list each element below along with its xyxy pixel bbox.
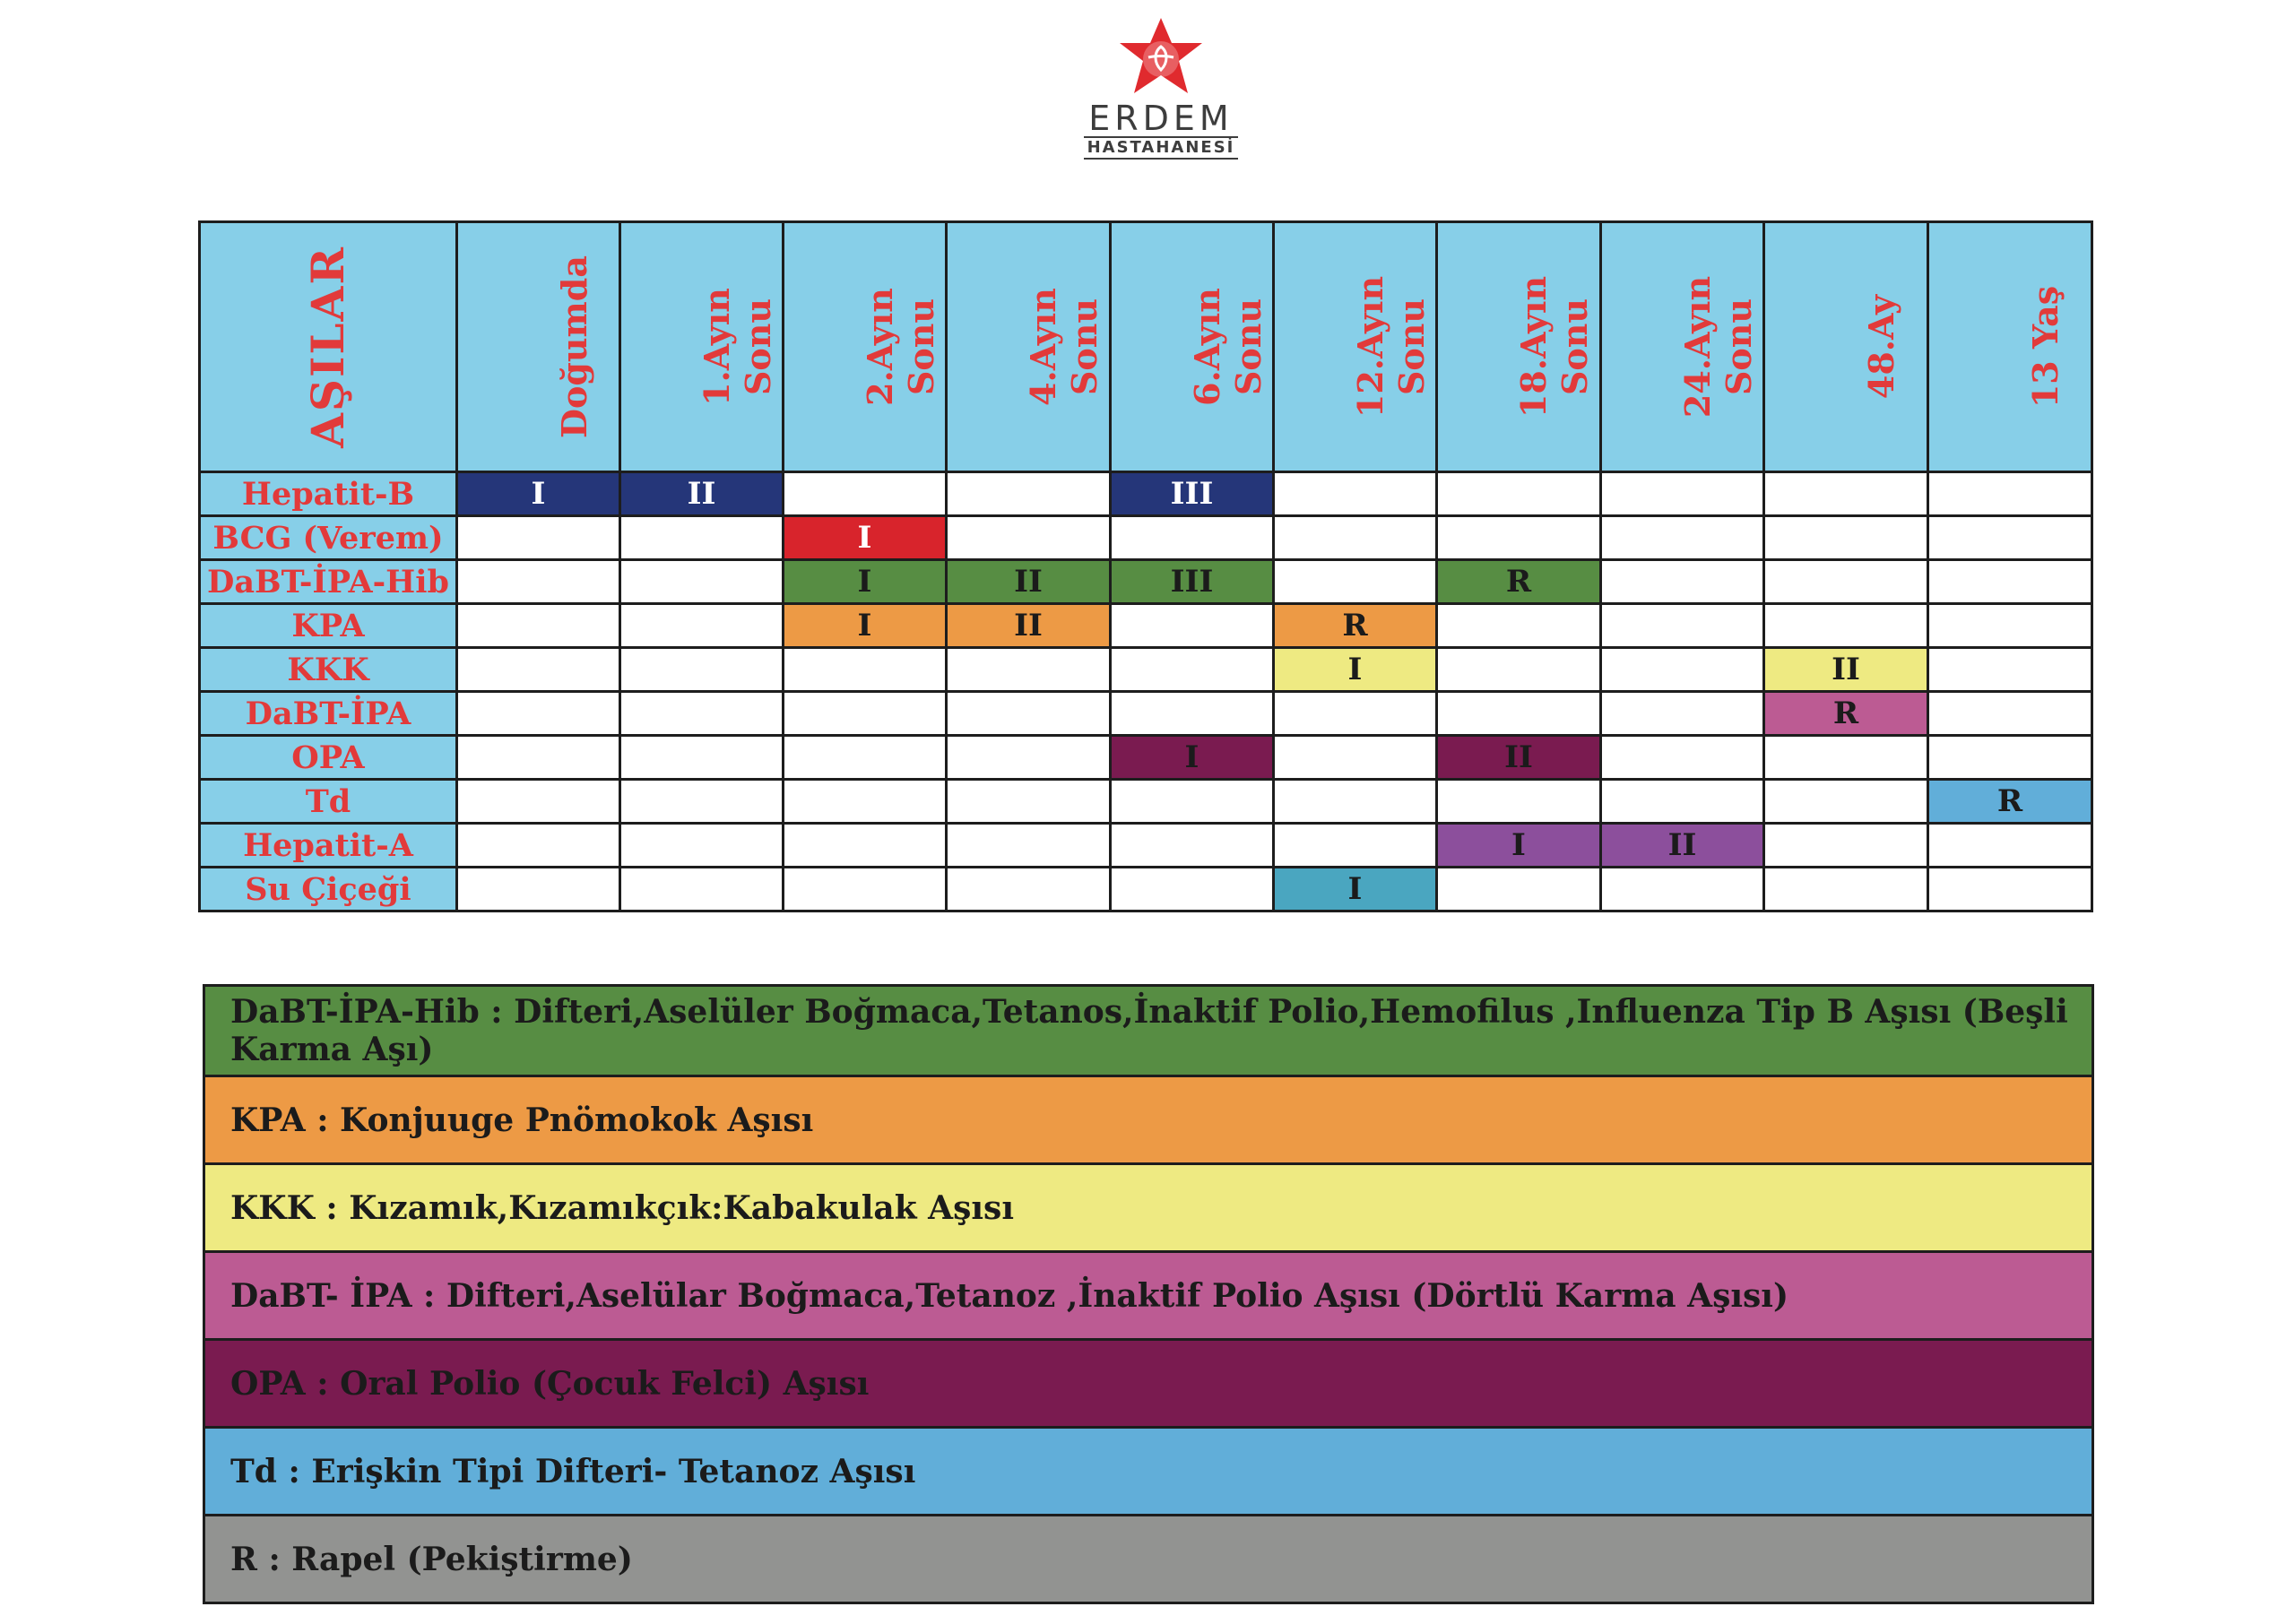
vaccine-name: Hepatit-B [200, 472, 457, 516]
header-column [620, 222, 784, 472]
dose-cell [1764, 868, 1928, 911]
dose-cell [1928, 472, 2092, 516]
dose-cell [1111, 692, 1274, 736]
dose-cell [1111, 648, 1274, 692]
dose-cell [620, 648, 784, 692]
dose-cell [1928, 648, 2092, 692]
table-row [200, 868, 2092, 911]
header-vaccines-label: AŞILAR [301, 246, 354, 448]
dose-cell: R [1437, 560, 1601, 604]
header-column-label: Doğumda [554, 255, 594, 438]
dose-cell [784, 692, 947, 736]
header-column [457, 222, 620, 472]
dose-cell [1111, 868, 1274, 911]
dose-cell: R [1274, 604, 1437, 648]
dose-cell: R [1764, 692, 1928, 736]
vaccine-name: KKK [200, 648, 457, 692]
dose-cell [784, 736, 947, 780]
dose-cell [620, 824, 784, 868]
dose-cell: II [947, 604, 1111, 648]
legend-item: KKK : Kızamık,Kızamıkçık:Kabakulak Aşısı [203, 1165, 2094, 1253]
dose-cell: R [1928, 780, 2092, 824]
hospital-logo [1076, 16, 1246, 168]
dose-cell [1928, 692, 2092, 736]
dose-cell [1601, 868, 1764, 911]
dose-cell [1928, 824, 2092, 868]
logo-name: ERDEM [1088, 99, 1234, 138]
dose-cell [1437, 692, 1601, 736]
dose-cell [947, 780, 1111, 824]
table-row [200, 648, 2092, 692]
dose-cell: I [1437, 824, 1601, 868]
dose-cell [947, 516, 1111, 560]
table-header-row [200, 222, 2092, 472]
header-column [1764, 222, 1928, 472]
legend-item: KPA : Konjuuge Pnömokok Aşısı [203, 1077, 2094, 1165]
dose-cell: I [1111, 736, 1274, 780]
dose-cell [1437, 868, 1601, 911]
dose-cell [947, 472, 1111, 516]
header-column [784, 222, 947, 472]
legend [203, 984, 2094, 1604]
dose-cell [457, 692, 620, 736]
dose-cell [1928, 604, 2092, 648]
dose-cell [1274, 516, 1437, 560]
dose-cell [947, 868, 1111, 911]
header-column-label: 6.Ayın Sonu [1187, 288, 1269, 406]
dose-cell [1601, 736, 1764, 780]
dose-cell [1601, 516, 1764, 560]
dose-cell [1111, 516, 1274, 560]
table-row [200, 604, 2092, 648]
header-column [947, 222, 1111, 472]
dose-cell [1437, 648, 1601, 692]
vaccine-name: Su Çiçeği [200, 868, 457, 911]
legend-item: Td : Erişkin Tipi Difteri- Tetanoz Aşısı [203, 1429, 2094, 1516]
dose-cell [1274, 560, 1437, 604]
dose-cell [620, 560, 784, 604]
dose-cell [784, 868, 947, 911]
dose-cell: I [784, 604, 947, 648]
dose-cell [1274, 472, 1437, 516]
dose-cell [1111, 780, 1274, 824]
legend-item: DaBT- İPA : Difteri,Aselülar Boğmaca,Tetanoz ,İnaktif Polio Aşısı (Dörtlü Karma Aşısı) [203, 1253, 2094, 1341]
table-row [200, 824, 2092, 868]
dose-cell [620, 516, 784, 560]
dose-cell [457, 648, 620, 692]
header-column-label: 4.Ayın Sonu [1023, 288, 1104, 406]
header-column [1437, 222, 1601, 472]
dose-cell [1111, 604, 1274, 648]
header-column [1274, 222, 1437, 472]
table-row [200, 516, 2092, 560]
vaccination-schedule-table [198, 220, 2093, 912]
dose-cell [457, 824, 620, 868]
dose-cell [1764, 780, 1928, 824]
dose-cell [947, 824, 1111, 868]
dose-cell [1764, 604, 1928, 648]
dose-cell [1601, 604, 1764, 648]
dose-cell: II [1601, 824, 1764, 868]
dose-cell [1437, 780, 1601, 824]
dose-cell [947, 648, 1111, 692]
dose-cell [1601, 648, 1764, 692]
vaccine-name: Td [200, 780, 457, 824]
table-row [200, 560, 2092, 604]
dose-cell [457, 516, 620, 560]
table-row [200, 472, 2092, 516]
dose-cell [1601, 472, 1764, 516]
legend-item: DaBT-İPA-Hib : Difteri,Aselüler Boğmaca,Tetanos,İnaktif Polio,Hemofilus ,Influenza Tip B Aşısı (Beşli Karma Aşı) [203, 984, 2094, 1077]
dose-cell: I [1274, 648, 1437, 692]
table-row [200, 692, 2092, 736]
dose-cell [457, 736, 620, 780]
dose-cell [1601, 692, 1764, 736]
vaccine-name: DaBT-İPA-Hib [200, 560, 457, 604]
dose-cell [620, 780, 784, 824]
vaccine-name: Hepatit-A [200, 824, 457, 868]
dose-cell: I [784, 560, 947, 604]
dose-cell [1274, 824, 1437, 868]
header-column-label: 18.Ayın Sonu [1513, 275, 1595, 419]
dose-cell: II [947, 560, 1111, 604]
dose-cell [1928, 516, 2092, 560]
dose-cell [947, 736, 1111, 780]
dose-cell [457, 560, 620, 604]
header-column-label: 24.Ayın Sonu [1677, 275, 1759, 419]
dose-cell [1764, 560, 1928, 604]
dose-cell [947, 692, 1111, 736]
table-body [200, 472, 2092, 911]
vaccine-name: BCG (Verem) [200, 516, 457, 560]
dose-cell: II [1764, 648, 1928, 692]
dose-cell [1764, 516, 1928, 560]
dose-cell [1928, 736, 2092, 780]
header-column [1111, 222, 1274, 472]
dose-cell [1928, 560, 2092, 604]
table-row [200, 780, 2092, 824]
dose-cell [1111, 824, 1274, 868]
dose-cell [1764, 824, 1928, 868]
vaccine-name: DaBT-İPA [200, 692, 457, 736]
dose-cell [457, 868, 620, 911]
logo-subtitle: HASTAHANESİ [1084, 136, 1239, 160]
dose-cell [620, 736, 784, 780]
header-column-label: 13 Yaş [2025, 285, 2066, 409]
dose-cell [1928, 868, 2092, 911]
vaccine-name: KPA [200, 604, 457, 648]
dose-cell [1274, 736, 1437, 780]
dose-cell [620, 692, 784, 736]
dose-cell [1274, 780, 1437, 824]
dose-cell [620, 868, 784, 911]
dose-cell [784, 648, 947, 692]
dose-cell [1601, 780, 1764, 824]
dose-cell: I [457, 472, 620, 516]
header-column [1601, 222, 1764, 472]
dose-cell [1764, 736, 1928, 780]
dose-cell [457, 604, 620, 648]
vaccine-name: OPA [200, 736, 457, 780]
dose-cell: I [784, 516, 947, 560]
dose-cell [1274, 692, 1437, 736]
table-row [200, 736, 2092, 780]
dose-cell [620, 604, 784, 648]
dose-cell [784, 472, 947, 516]
dose-cell: III [1111, 472, 1274, 516]
dose-cell [1601, 560, 1764, 604]
header-column [1928, 222, 2092, 472]
header-column-label: 12.Ayın Sonu [1350, 275, 1432, 419]
dose-cell [457, 780, 620, 824]
header-column-label: 48.Ay [1861, 294, 1901, 400]
legend-item: R : Rapel (Pekiştirme) [203, 1516, 2094, 1604]
dose-cell [784, 780, 947, 824]
legend-item: OPA : Oral Polio (Çocuk Felci) Aşısı [203, 1341, 2094, 1429]
dose-cell: III [1111, 560, 1274, 604]
dose-cell [1764, 472, 1928, 516]
header-column-label: 2.Ayın Sonu [860, 288, 941, 406]
header-vaccines [200, 222, 457, 472]
dose-cell [1437, 604, 1601, 648]
dose-cell: II [1437, 736, 1601, 780]
header-column-label: 1.Ayın Sonu [697, 288, 778, 406]
dose-cell [1437, 472, 1601, 516]
dose-cell [784, 824, 947, 868]
dose-cell [1437, 516, 1601, 560]
dose-cell: I [1274, 868, 1437, 911]
dose-cell: II [620, 472, 784, 516]
logo-star-icon [1116, 16, 1206, 99]
